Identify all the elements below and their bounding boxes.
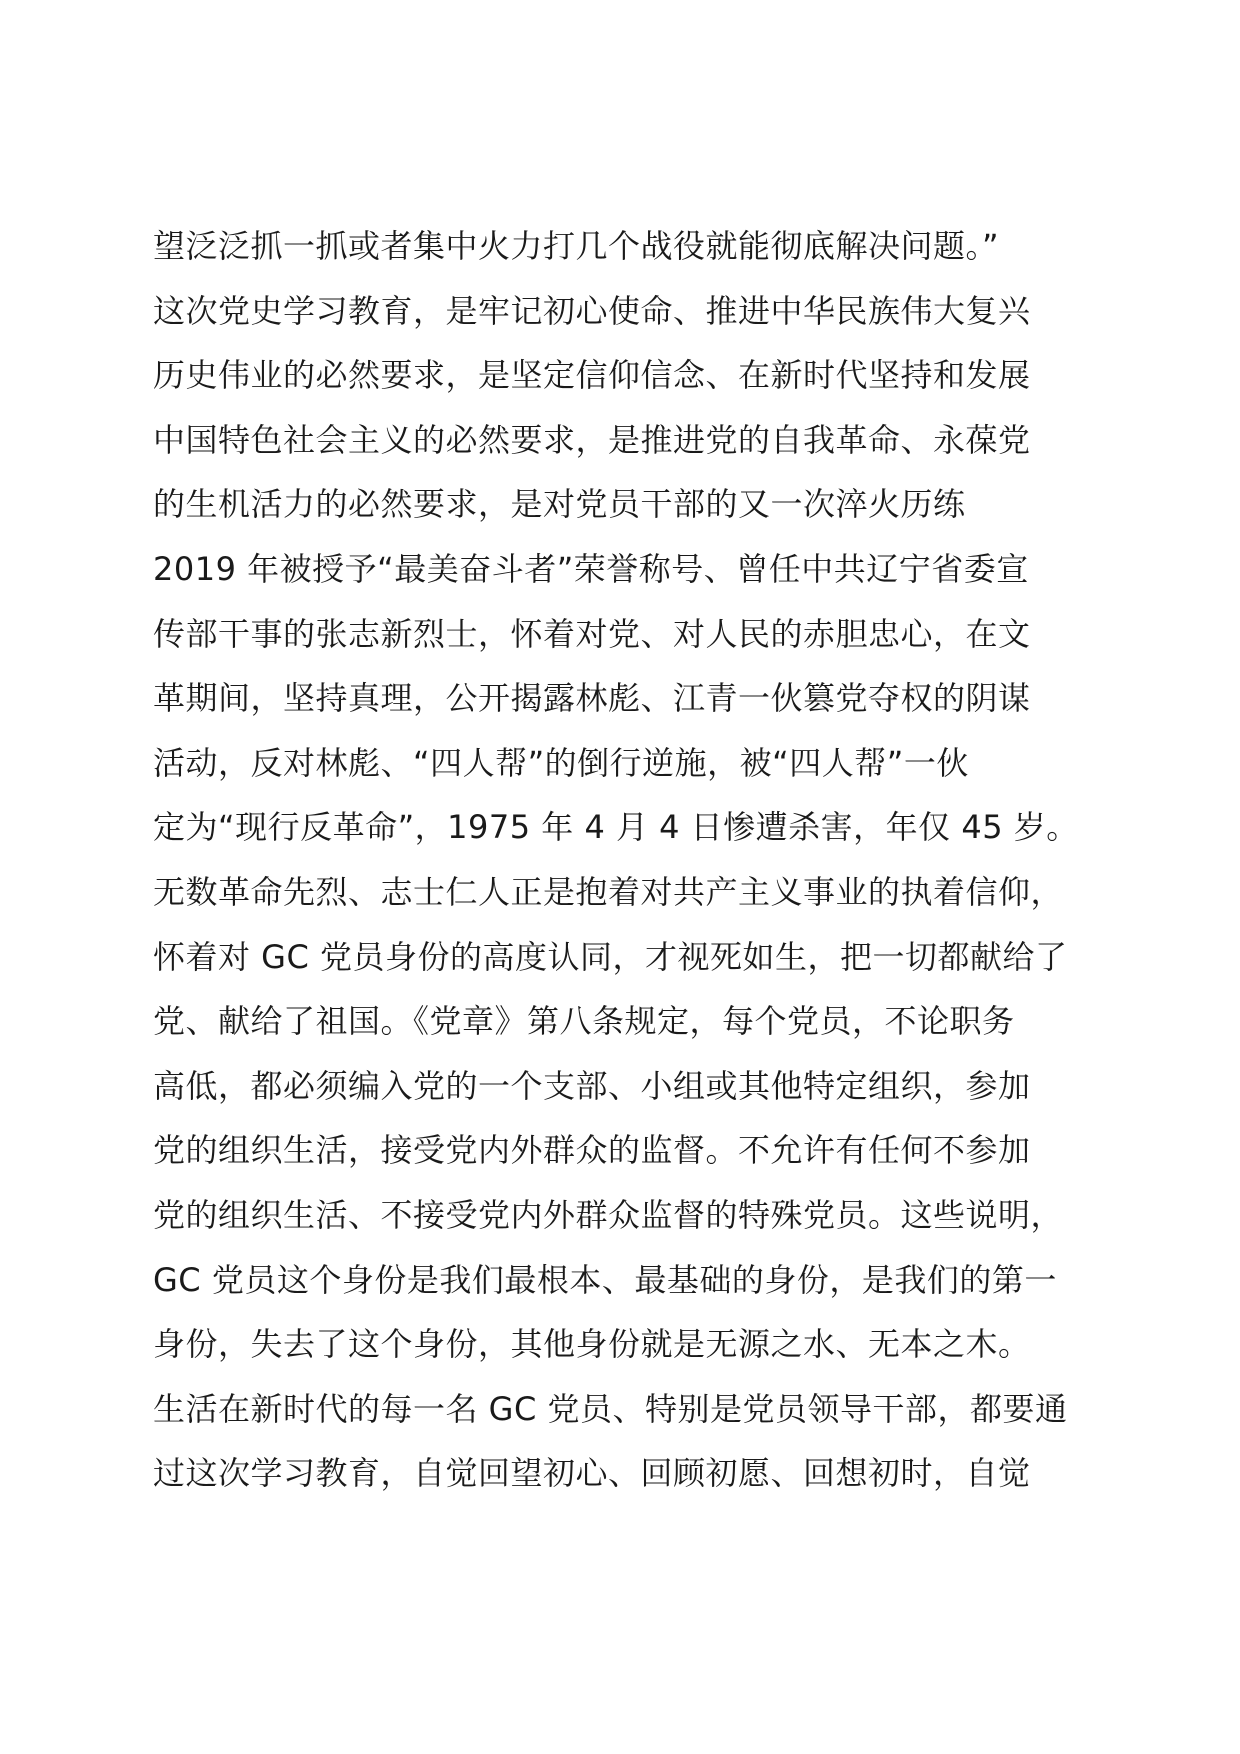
- text-line: 革期间，坚持真理，公开揭露林彪、江青一伙篡党夺权的阴谋: [153, 679, 1031, 718]
- text-line: 党的组织生活、不接受党内外群众监督的特殊党员。这些说明，: [153, 1195, 1064, 1234]
- text-line: 无数革命先烈、志士仁人正是抱着对共产主义事业的执着信仰，: [153, 872, 1064, 911]
- text-line: 望泛泛抓一抓或者集中火力打几个战役就能彻底解决问题。”: [153, 227, 1000, 265]
- text-line: 活动，反对林彪、“四人帮”的倒行逆施，被“四人帮”一伙: [153, 743, 969, 782]
- text-line: 高低，都必须编入党的一个支部、小组或其他特定组织，参加: [153, 1066, 1031, 1105]
- body-text: [153, 214, 1163, 1506]
- text-line: 怀着对 GC 党员身份的高度认同，才视死如生，把一切都献给了: [153, 937, 1068, 976]
- text-line: 定为“现行反革命”，1975 年 4 月 4 日惨遭杀害，年仅 45 岁。: [153, 808, 1079, 847]
- text-line: 中国特色社会主义的必然要求，是推进党的自我革命、永葆党: [153, 420, 1031, 459]
- text-line: 这次党史学习教育，是牢记初心使命、推进中华民族伟大复兴: [153, 291, 1031, 330]
- text-line: 历史伟业的必然要求，是坚定信仰信念、在新时代坚持和发展: [153, 356, 1031, 395]
- text-line: 2019 年被授予“最美奋斗者”荣誉称号、曾任中共辽宁省委宣: [153, 549, 1029, 588]
- text-line: 党的组织生活，接受党内外群众的监督。不允许有任何不参加: [153, 1131, 1031, 1170]
- text-line: 过这次学习教育，自觉回望初心、回顾初愿、回想初时，自觉: [153, 1454, 1031, 1493]
- text-line: 生活在新时代的每一名 GC 党员、特别是党员领导干部，都要通: [153, 1389, 1068, 1428]
- text-line: 的生机活力的必然要求，是对党员干部的又一次淬火历练: [153, 485, 966, 524]
- text-line: GC 党员这个身份是我们最根本、最基础的身份，是我们的第一: [153, 1260, 1057, 1299]
- text-line: 传部干事的张志新烈士，怀着对党、对人民的赤胆忠心，在文: [153, 614, 1031, 653]
- text-line: 党、献给了祖国。《党章》第八条规定，每个党员，不论职务: [153, 1002, 1015, 1041]
- text-line: 身份，失去了这个身份，其他身份就是无源之水、无本之木。: [153, 1325, 1031, 1364]
